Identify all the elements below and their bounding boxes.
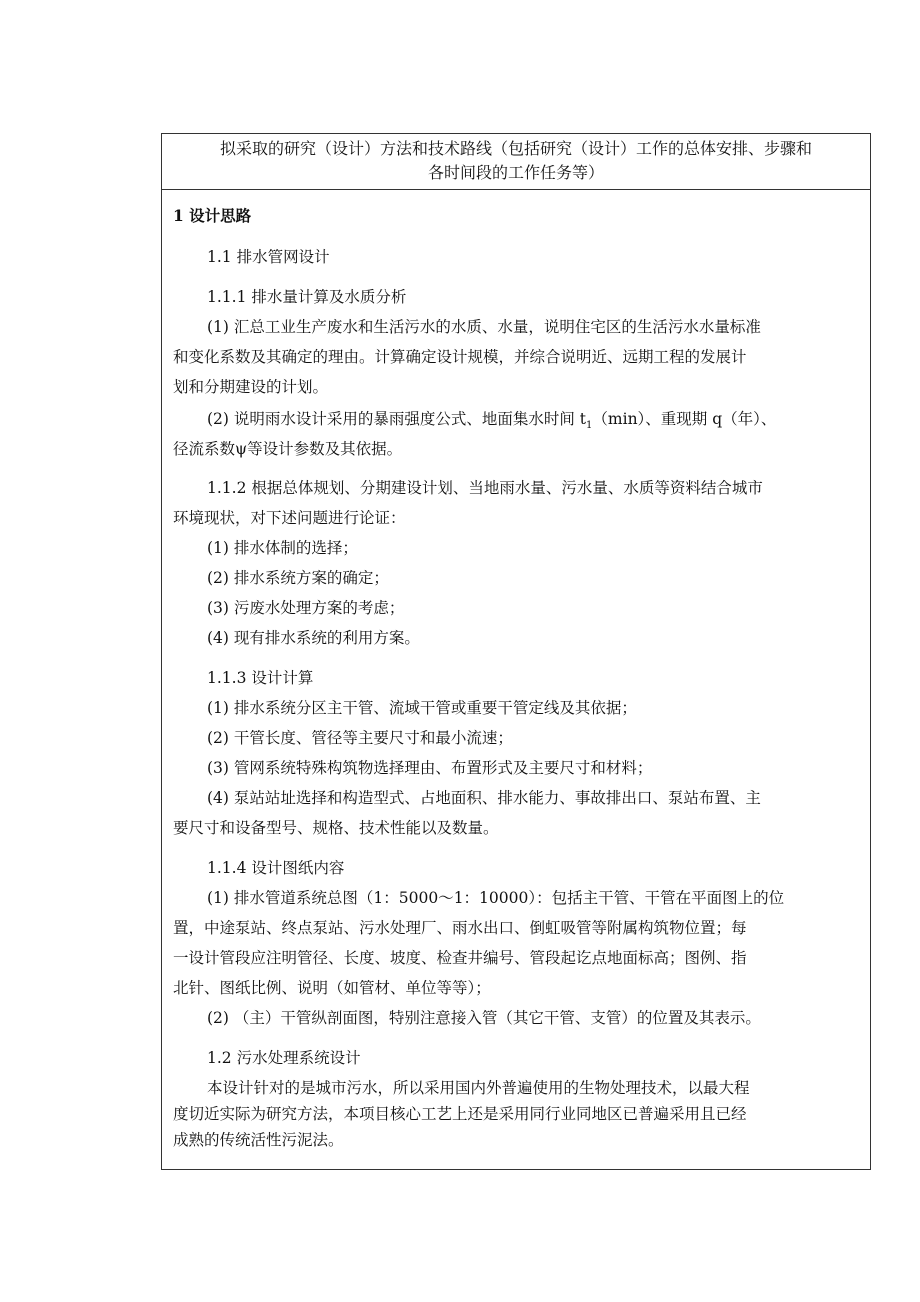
subsection-1-1-1: 1.1.1 排水量计算及水质分析	[207, 288, 407, 306]
list-item: (2) 排水系统方案的确定；	[207, 569, 389, 587]
list-item: (2) （主）干管纵剖面图，特别注意接入管（其它干管、支管）的位置及其表示。	[207, 1009, 761, 1027]
paragraph-line: 径流系数ψ等设计参数及其依据。	[173, 440, 403, 458]
paragraph-line: 本设计针对的是城市污水，所以采用国内外普遍使用的生物处理技术，以最大程	[207, 1079, 750, 1097]
form-table	[161, 133, 871, 1170]
list-item: (1) 排水管道系统总图（1：5000～1：10000）：包括主干管、干管在平面图上的位	[207, 889, 785, 907]
list-item: (4) 泵站站址选择和构造型式、占地面积、排水能力、事故排出口、泵站布置、主	[207, 789, 761, 807]
paragraph-line: 和变化系数及其确定的理由。计算确定设计规模，并综合说明近、远期工程的发展计	[173, 348, 747, 366]
header-line-2: 各时间段的工作任务等）	[427, 163, 604, 182]
formula-subscript: 1	[586, 420, 593, 432]
section-heading-1: 1 设计思路	[173, 206, 252, 225]
paragraph-line: 置，中途泵站、终点泵站、污水处理厂、雨水出口、倒虹吸管等附属构筑物位置；每	[173, 919, 747, 937]
formula-text-pre: (2) 说明雨水设计采用的暴雨强度公式、地面集水时间 t	[207, 410, 587, 428]
subsection-1-1: 1.1 排水管网设计	[207, 248, 330, 266]
list-item: (3) 污废水处理方案的考虑；	[207, 599, 405, 617]
list-item: (1) 排水体制的选择；	[207, 539, 358, 557]
header-line-1: 拟采取的研究（设计）方法和技术路线（包括研究（设计）工作的总体安排、步骤和	[219, 139, 812, 158]
formula-text-post: （min）、重现期 q（年）、	[592, 410, 777, 428]
paragraph-line: 一设计管段应注明管径、长度、坡度、检查井编号、管段起讫点地面标高；图例、指	[173, 949, 747, 967]
list-item: (2) 干管长度、管径等主要尺寸和最小流速；	[207, 729, 513, 747]
paragraph-line: 度切近实际为研究方法，本项目核心工艺上还是采用同行业同地区已普遍采用且已经	[173, 1105, 747, 1123]
list-item: (4) 现有排水系统的利用方案。	[207, 629, 420, 647]
paragraph-line-formula	[207, 409, 862, 436]
list-item: (3) 管网系统特殊构筑物选择理由、布置形式及主要尺寸和材料；	[207, 759, 653, 777]
subsection-1-1-2: 1.1.2 根据总体规划、分期建设计划、当地雨水量、污水量、水质等资料结合城市	[207, 479, 763, 497]
subsection-1-1-3: 1.1.3 设计计算	[207, 669, 314, 687]
paragraph-line: 划和分期建设的计划。	[173, 378, 329, 396]
paragraph-line: (1) 汇总工业生产废水和生活污水的水质、水量，说明住宅区的生活污水水量标准	[207, 318, 761, 336]
subsection-1-2: 1.2 污水处理系统设计	[207, 1049, 361, 1067]
paragraph-line: 北针、图纸比例、说明（如管材、单位等等）；	[173, 979, 491, 997]
paragraph-line: 成熟的传统活性污泥法。	[173, 1131, 344, 1149]
subsection-1-1-4: 1.1.4 设计图纸内容	[207, 859, 345, 877]
paragraph-line: 要尺寸和设备型号、规格、技术性能以及数量。	[173, 819, 499, 837]
paragraph-line: 环境现状，对下述问题进行论证：	[173, 509, 406, 527]
list-item: (1) 排水系统分区主干管、流域干管或重要干管定线及其依据；	[207, 699, 637, 717]
table-header	[162, 134, 870, 190]
